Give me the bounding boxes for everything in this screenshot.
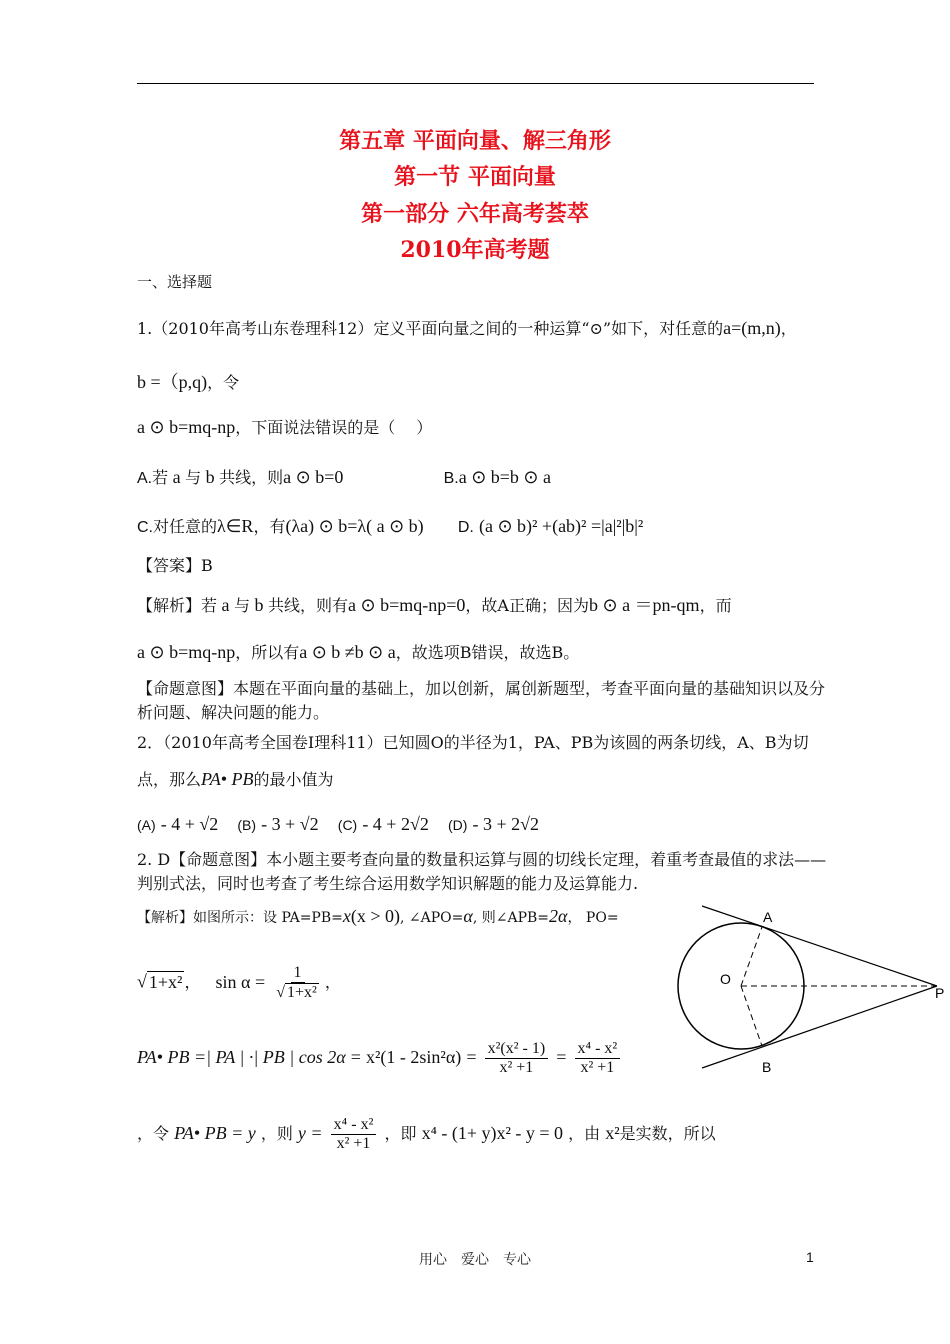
q2-real: 是实数，所以 [619, 1124, 716, 1143]
q1-analysis-2d: ，故选项B错误，故选B。 [395, 643, 580, 662]
q2-head [137, 725, 827, 798]
q2-eq-3: = [556, 1047, 567, 1067]
q1-ling: ，令 [207, 373, 240, 392]
q2-y-num: x⁴ - x² [331, 1116, 377, 1135]
q1-optD-label: D. [457, 519, 474, 536]
q2-prod-lhs: PA• PB =| PA | ·| PB | cos 2α [137, 1047, 346, 1067]
q1-optA-math: a ⊙ b=0 [283, 467, 344, 487]
q2-optC-label: (C) [337, 817, 358, 833]
q1-options-ab: A.若 a 与 b 共线，则a ⊙ b=0 B.a ⊙ b=b ⊙ a [137, 467, 551, 487]
q1-b-line [137, 368, 239, 394]
q1-optC-math: (λa) ⊙ b=λ( a ⊙ b) [285, 516, 424, 536]
q2-sol-c: , 则∠APB= [472, 910, 550, 926]
q2-eq-2: = [466, 1047, 477, 1067]
q2-head2: 的最小值为 [253, 770, 334, 789]
q2-optB: - 3 + √2 [261, 814, 319, 834]
q1-intent: 【命题意图】本题在平面向量的基础上，加以创新，属创新题型，考查平面向量的基础知识以及分析问题、解决问题的能力。 [137, 679, 826, 722]
q2-y-frac [331, 1116, 377, 1153]
q2-solution-line4 [137, 1116, 716, 1153]
q1-analysis-1a: 【解析】若 [137, 596, 218, 615]
q2-sin-lhs: sin α = [215, 971, 266, 992]
radius-ob [741, 986, 762, 1046]
q2-then: ，则 [260, 1124, 293, 1143]
q1-analysis-line2 [137, 640, 579, 663]
q2-head-text: 2．（2010年高考全国卷Ⅰ理科11）已知圆O的半径为1，PA、PB为该圆的两条切线，A、B为切点，那么 [137, 733, 809, 789]
tangent-pa [702, 906, 937, 986]
q2-sin-frac: $\frac{1}{\text{√ 1+x²}}$ [276, 964, 317, 1001]
q2-optD: - 3 + 2√2 [472, 814, 539, 834]
q1-b-def: b =（p,q) [137, 372, 208, 392]
q2-sol-b: , ∠APO= [400, 910, 464, 926]
q2-by: ，由 [568, 1124, 601, 1143]
section-title: 第一节 平面向量 [394, 164, 556, 190]
q2-prod-num2: x⁴ - x² [575, 1040, 621, 1059]
q1-analysis-1b: 与 [234, 596, 251, 615]
tangent-figure [667, 900, 947, 1090]
q1-op-def: a ⊙ b=mq-np [137, 417, 236, 437]
q1-answer: 【答案】B [137, 556, 213, 575]
q2-po-expr: 1+x² [148, 971, 183, 992]
q2-sol-2a: 2α [549, 906, 568, 926]
label-p: P [935, 985, 945, 1001]
q1-analysis-1d: a ⊙ b=mq-np=0 [348, 595, 466, 615]
q2-let: ，令 [137, 1124, 170, 1143]
q2-options [137, 814, 539, 835]
q2-solution-line3 [137, 1040, 623, 1077]
q2-prod-den1: x² +1 [499, 1059, 534, 1076]
section-heading: 一、选择题 [137, 273, 213, 291]
q2-optB-label: (B) [237, 817, 257, 833]
q2-y-lhs: y = [297, 1123, 323, 1143]
q2-prod-num1: x²(x² - 1) [485, 1040, 549, 1059]
q2-optA: - 4 + √2 [160, 814, 219, 834]
page-number: 1 [806, 1249, 814, 1265]
q1-optC-lambda: λ∈R [217, 516, 254, 536]
q2-sin-den: 1+x² [287, 984, 317, 1001]
q1-options-cd [137, 514, 643, 537]
q2-let-expr: PA• PB = y [174, 1123, 256, 1143]
q1-op-line [137, 415, 432, 438]
q1-analysis-2b: ，所以有 [235, 643, 300, 662]
q2-ie: ，即 [384, 1124, 417, 1143]
part-title: 第一部分 六年高考荟萃 [361, 201, 589, 227]
q2-sol-cond: (x > 0) [350, 906, 401, 926]
q1-optC-mid: ，有 [253, 517, 286, 536]
q2-prod-den2: x² +1 [580, 1059, 615, 1076]
q2-y-den: x² +1 [336, 1135, 371, 1152]
q2-intent: 2. D【命题意图】本小题主要考查向量的数量积运算与圆的切线长定理，着重考查最值的求法——判别式法，同时也考查了考生综合运用数学知识解题的能力及运算能力. [137, 850, 827, 893]
q2-sol-x: x [342, 906, 351, 926]
chapter-title: 第五章 平面向量、解三角形 [339, 128, 611, 154]
q2-dot-expr: PA• PB [201, 769, 254, 789]
q1-optC-label: C.对任意的 [137, 519, 218, 536]
q1-analysis-1e: ，故A正确；因为 [465, 596, 589, 615]
q2-optD-label: (D) [447, 817, 468, 833]
q1-optA-mid: 与 [185, 468, 202, 487]
q2-solution-line2: √ 1+x² ， sin α = $\frac{1}{\text{√ 1+x²}}$ ， [137, 964, 341, 1001]
q2-eq-1: = [350, 1047, 361, 1067]
q1-analysis-line1: 【解析】若 a 与 b 共线，则有a ⊙ b=mq-np=0，故A正确；因为b ⊙ a ＝pn-qm，而 [137, 595, 732, 615]
q1-optB-math: a ⊙ b=b ⊙ a [458, 467, 551, 487]
q2-sol-a: 【解析】如图所示：设 PA=PB= [137, 910, 343, 926]
tangent-pb [702, 986, 937, 1068]
q1-optB-label: B. [443, 470, 459, 487]
q1-analysis-2c: a ⊙ b ≠b ⊙ a [299, 642, 396, 662]
q1-optD-math: (a ⊙ b)² +(ab)² =|a|²|b|² [478, 516, 644, 536]
radius-oa [741, 927, 762, 986]
q2-solution-line1 [137, 906, 619, 927]
q1-head-line: 1.（2010年高考山东卷理科12）定义平面向量之间的一种运算“⊙”如下，对任意的a=(m,n)， [137, 318, 797, 338]
q2-sol-d: ， PO= [567, 910, 619, 926]
q2-x2: x² [605, 1123, 620, 1143]
q1-analysis-1f: b ⊙ a ＝pn-qm [588, 595, 700, 615]
q2-sin-num: 1 [291, 964, 305, 983]
q2-prod-frac2 [575, 1040, 621, 1077]
q1-head: 1.（2010年高考山东卷理科12）定义平面向量之间的一种运算“⊙”如下，对任意的 [137, 319, 724, 338]
q2-prod-mid: x²(1 - 2sin²α) [366, 1047, 462, 1067]
q1-optA-tail: 共线，则 [219, 468, 284, 487]
q2-optA-label: (A) [137, 817, 156, 833]
q1-ask: ，下面说法错误的是（ ） [235, 418, 433, 437]
year-title: 2010年高考题 [400, 237, 550, 263]
q2-quad: x⁴ - (1+ y)x² - y = 0 [421, 1123, 564, 1143]
q1-analysis-1g: ，而 [699, 596, 732, 615]
label-o: O [720, 971, 731, 987]
label-b: B [762, 1059, 772, 1075]
q1-a-def: a=(m,n) [723, 318, 781, 338]
q2-prod-frac1 [485, 1040, 549, 1077]
q1-analysis-1c: 共线，则有 [268, 596, 349, 615]
label-a: A [763, 909, 773, 925]
q2-sol-alpha: α [463, 906, 473, 926]
q1-analysis-2a: a ⊙ b=mq-np [137, 642, 236, 662]
page-footer: 用心 爱心 专心 [419, 1252, 531, 1268]
q1-optA-label: A.若 [137, 470, 169, 487]
header-rule [137, 83, 814, 84]
q2-optC: - 4 + 2√2 [362, 814, 429, 834]
